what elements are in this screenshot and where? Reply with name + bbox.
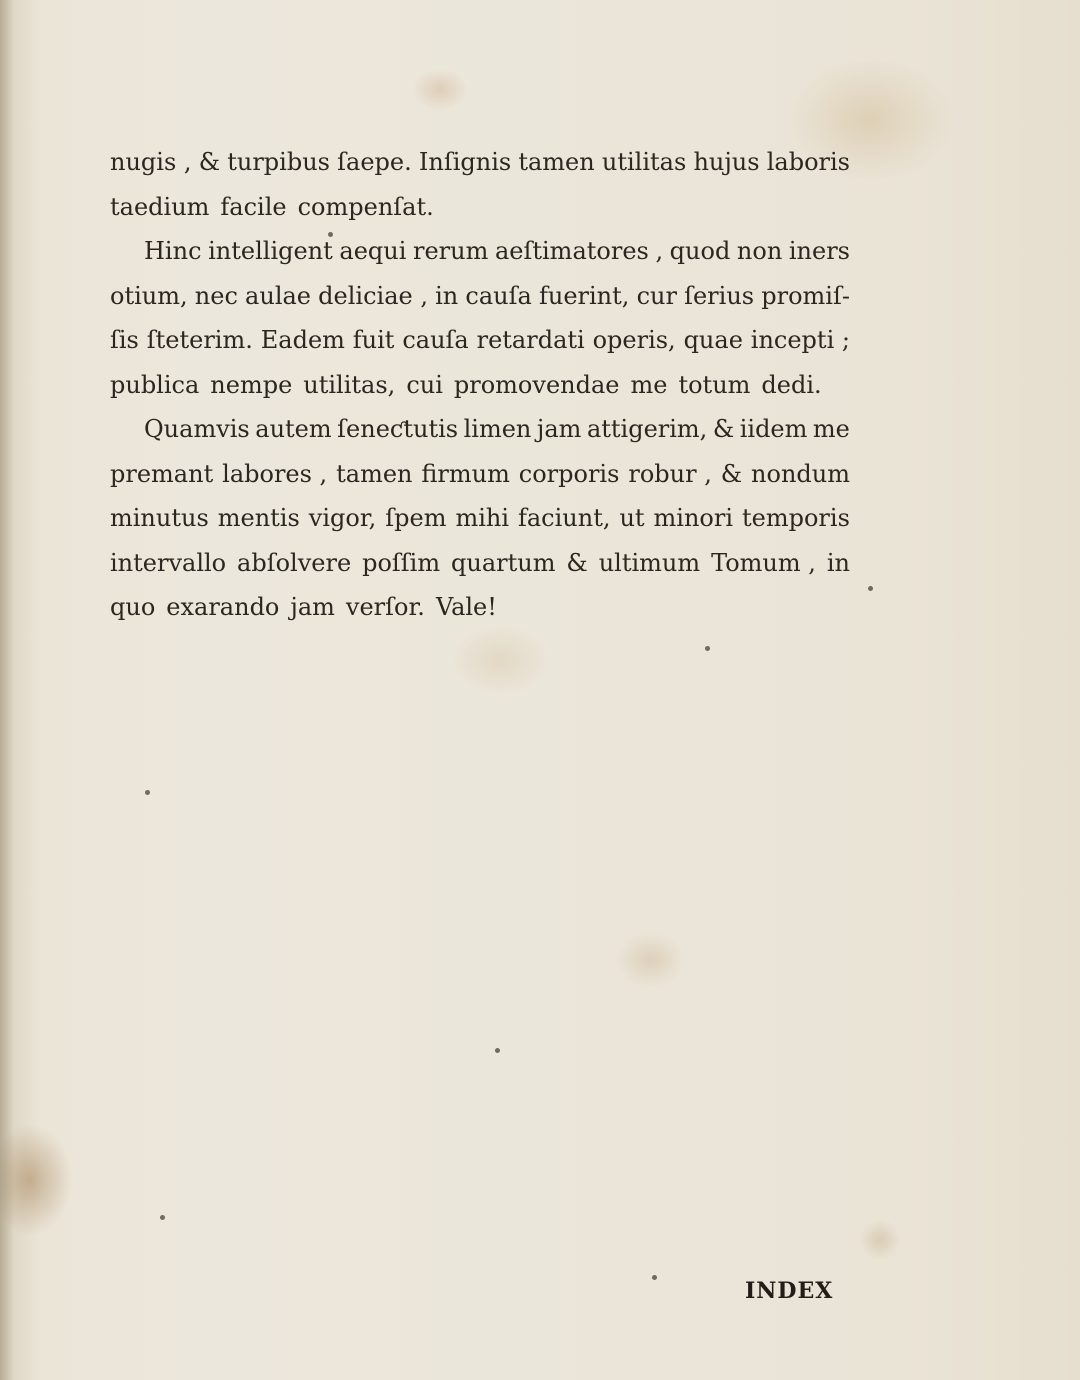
word: minutus [110, 504, 209, 532]
word: attigerim, [586, 415, 708, 443]
word: cauſa [402, 326, 469, 354]
word: aequi [339, 237, 407, 265]
text-line [110, 452, 850, 497]
word: nempe [210, 370, 293, 399]
word: labores , [222, 459, 328, 488]
ink-speck [145, 790, 150, 795]
ink-speck [652, 1275, 657, 1280]
word: premant [110, 459, 214, 488]
word: Tomum , [711, 548, 816, 577]
word: utilitas [601, 148, 687, 176]
word: iners [788, 237, 850, 265]
word: cui [406, 370, 443, 399]
word: compenſat. [297, 192, 434, 221]
word: limen [463, 415, 532, 443]
word: intervallo [110, 548, 227, 577]
word: quartum [451, 548, 556, 577]
word: dedi. [761, 370, 822, 399]
word: non [736, 237, 783, 265]
word: in [826, 548, 850, 577]
ink-speck [495, 1048, 500, 1053]
word: tamen [518, 148, 595, 176]
word: deliciae , [318, 281, 428, 310]
text-line [110, 318, 850, 363]
word: Quamvis [144, 415, 250, 443]
word: abſolvere [237, 548, 352, 577]
word: fuit [352, 326, 395, 354]
word: firmum [421, 459, 510, 488]
text-line [110, 363, 850, 408]
word: & [198, 148, 221, 176]
text-line [110, 541, 850, 586]
word: , [655, 237, 664, 265]
word: minori [653, 504, 734, 532]
word: ſis [110, 326, 139, 354]
word: & [712, 415, 735, 443]
word: & [720, 459, 743, 488]
word: faciunt, [517, 504, 611, 532]
word: temporis [742, 504, 850, 532]
word: nec [194, 281, 238, 310]
word: taedium [110, 192, 210, 221]
word: ultimum [598, 548, 701, 577]
word: mentis [217, 504, 300, 532]
word: cur [636, 281, 677, 310]
word: aeſtimatores [494, 237, 649, 265]
word: autem [255, 415, 332, 443]
word: ut [619, 504, 645, 532]
word: ſeneƈtutis [337, 415, 459, 443]
word: ſteterim. [146, 326, 253, 354]
word: corporis [518, 459, 620, 488]
word: otium, [110, 281, 188, 310]
word: quo [110, 593, 156, 621]
word: verſor. [345, 593, 425, 621]
text-line [110, 229, 850, 274]
word: operis, [592, 326, 676, 354]
word: jam [536, 415, 582, 443]
word: aulae [245, 281, 311, 310]
ink-speck [705, 646, 710, 651]
word: rerum [413, 237, 489, 265]
word: nondum [751, 459, 850, 488]
word: ſpem [385, 504, 447, 532]
word: iidem [739, 415, 808, 443]
word: intelligent [208, 237, 333, 265]
word: promiſ- [761, 281, 850, 310]
word: robur , [628, 459, 712, 488]
word: laboris [766, 148, 850, 176]
word: & [566, 548, 588, 577]
word: turpibus [227, 148, 330, 176]
ink-speck [160, 1215, 165, 1220]
word: Hinc [144, 237, 202, 265]
word: Eadem [260, 326, 345, 354]
word: vigor, [308, 504, 377, 532]
text-line [110, 585, 850, 630]
word: publica [110, 370, 200, 399]
text-line [110, 496, 850, 541]
word: Vale! [435, 593, 497, 621]
ink-speck [328, 232, 333, 237]
text-line [110, 140, 850, 185]
word: hujus [693, 148, 760, 176]
word: facile [220, 192, 287, 221]
catchword: INDEX [745, 1278, 834, 1304]
text-line [110, 185, 850, 230]
word: exarando [166, 593, 280, 621]
word: ſaepe. [337, 148, 412, 176]
word: poſſim [362, 548, 441, 577]
word: quae [683, 326, 743, 354]
word: me [630, 370, 668, 399]
word: me [812, 415, 850, 443]
word: nugis , [110, 148, 192, 176]
word: mihi [455, 504, 510, 532]
word: fuerint, [538, 281, 630, 310]
word: jam [290, 593, 335, 621]
binding-shadow [0, 0, 14, 1380]
word: cauſa [465, 281, 532, 310]
word: totum [678, 370, 751, 399]
text-line [110, 274, 850, 319]
word: promovendae [453, 370, 620, 399]
word: in [435, 281, 459, 310]
word: Inſignis [418, 148, 512, 176]
word: quod [669, 237, 731, 265]
word: ſerius [684, 281, 755, 310]
body-text [110, 140, 850, 630]
word: tamen [336, 459, 413, 488]
text-line [110, 407, 850, 452]
word: incepti ; [750, 326, 850, 354]
ink-speck [868, 586, 873, 591]
word: retardati [476, 326, 585, 354]
word: utilitas, [303, 370, 396, 399]
